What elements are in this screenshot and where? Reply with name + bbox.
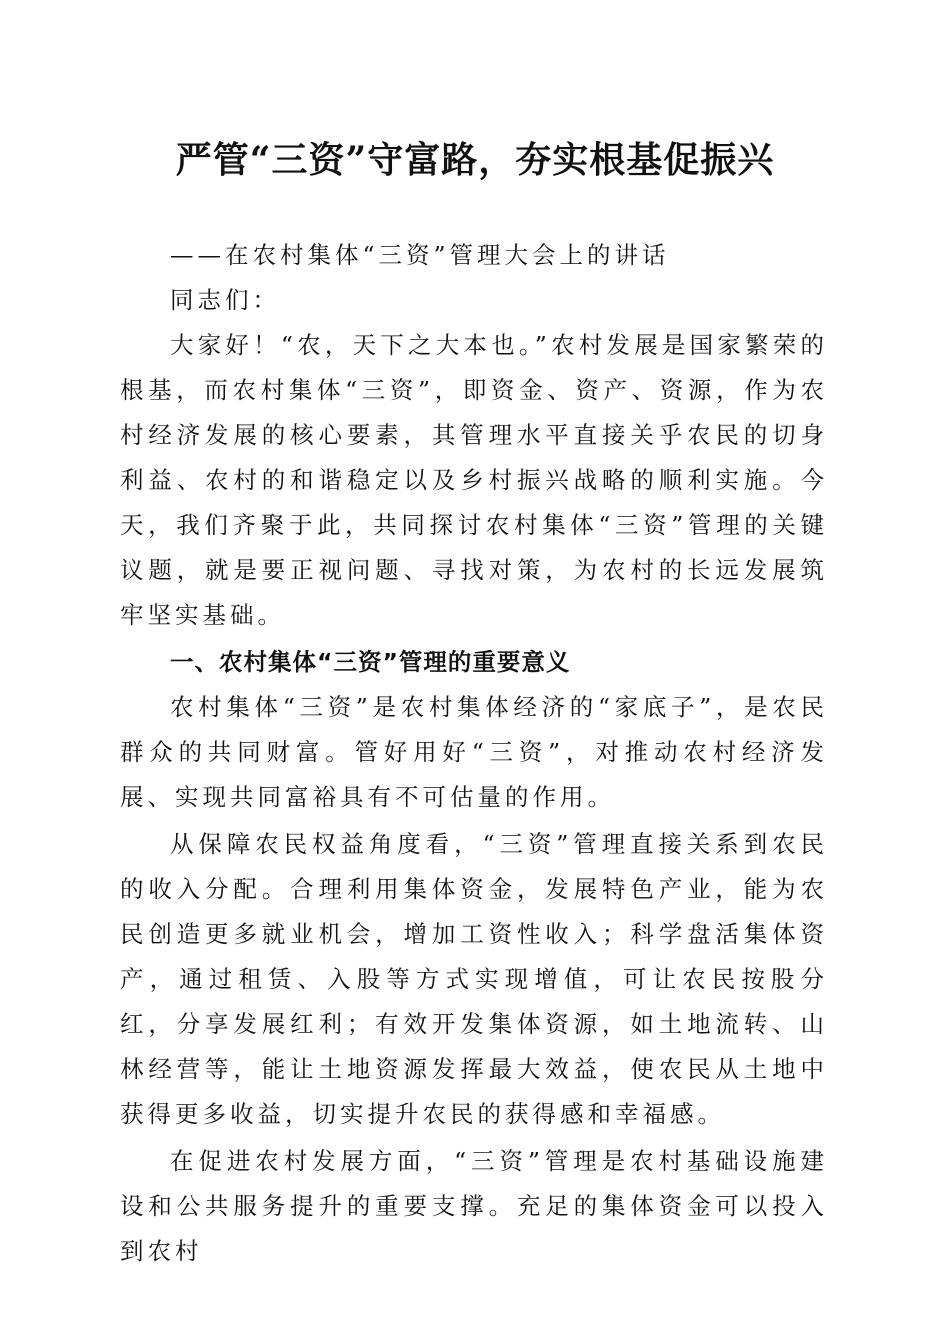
section-heading: 一、农村集体“三资”管理的重要意义 bbox=[170, 648, 571, 676]
paragraph-intro: 大家好！“农，天下之大本也。”农村发展是国家繁荣的根基，而农村集体“三资”，即资金、资产、资源，作为农村经济发展的核心要素，其管理水平直接关乎农民的切身利益、农村的和谐稳定以及乡村振兴战略的顺利实施。今天，我们齐聚于此，共同探讨农村集体“三资”管理的关键议题，就是要正视问题、寻找对策，为农村的长远发展筑牢坚实基础。 bbox=[120, 331, 828, 629]
paragraph: 在促进农村发展方面，“三资”管理是农村基础设施建设和公共服务提升的重要支撑。充足的集体资金可以投入到农村 bbox=[120, 1147, 828, 1265]
subtitle: ——在农村集体“三资”管理大会上的讲话 bbox=[170, 241, 670, 269]
paragraph: 农村集体“三资”是农村集体经济的“家底子”，是农民群众的共同财富。管好用好“三资”，对推动农村经济发展、实现共同富裕具有不可估量的作用。 bbox=[120, 693, 828, 811]
document-title: 严管“三资”守富路，夯实根基促振兴 bbox=[175, 139, 775, 181]
salutation: 同志们： bbox=[170, 286, 280, 314]
document-body bbox=[120, 233, 828, 1274]
paragraph: 从保障农民权益角度看，“三资”管理直接关系到农民的收入分配。合理利用集体资金，发展特色产业，能为农民创造更多就业机会，增加工资性收入；科学盘活集体资产，通过租赁、入股等方式实现增值，可让农民按股分红，分享发展红利；有效开发集体资源，如土地流转、山林经营等，能让土地资源发挥最大效益，使农民从土地中获得更多收益，切实提升农民的获得感和幸福感。 bbox=[120, 830, 828, 1128]
